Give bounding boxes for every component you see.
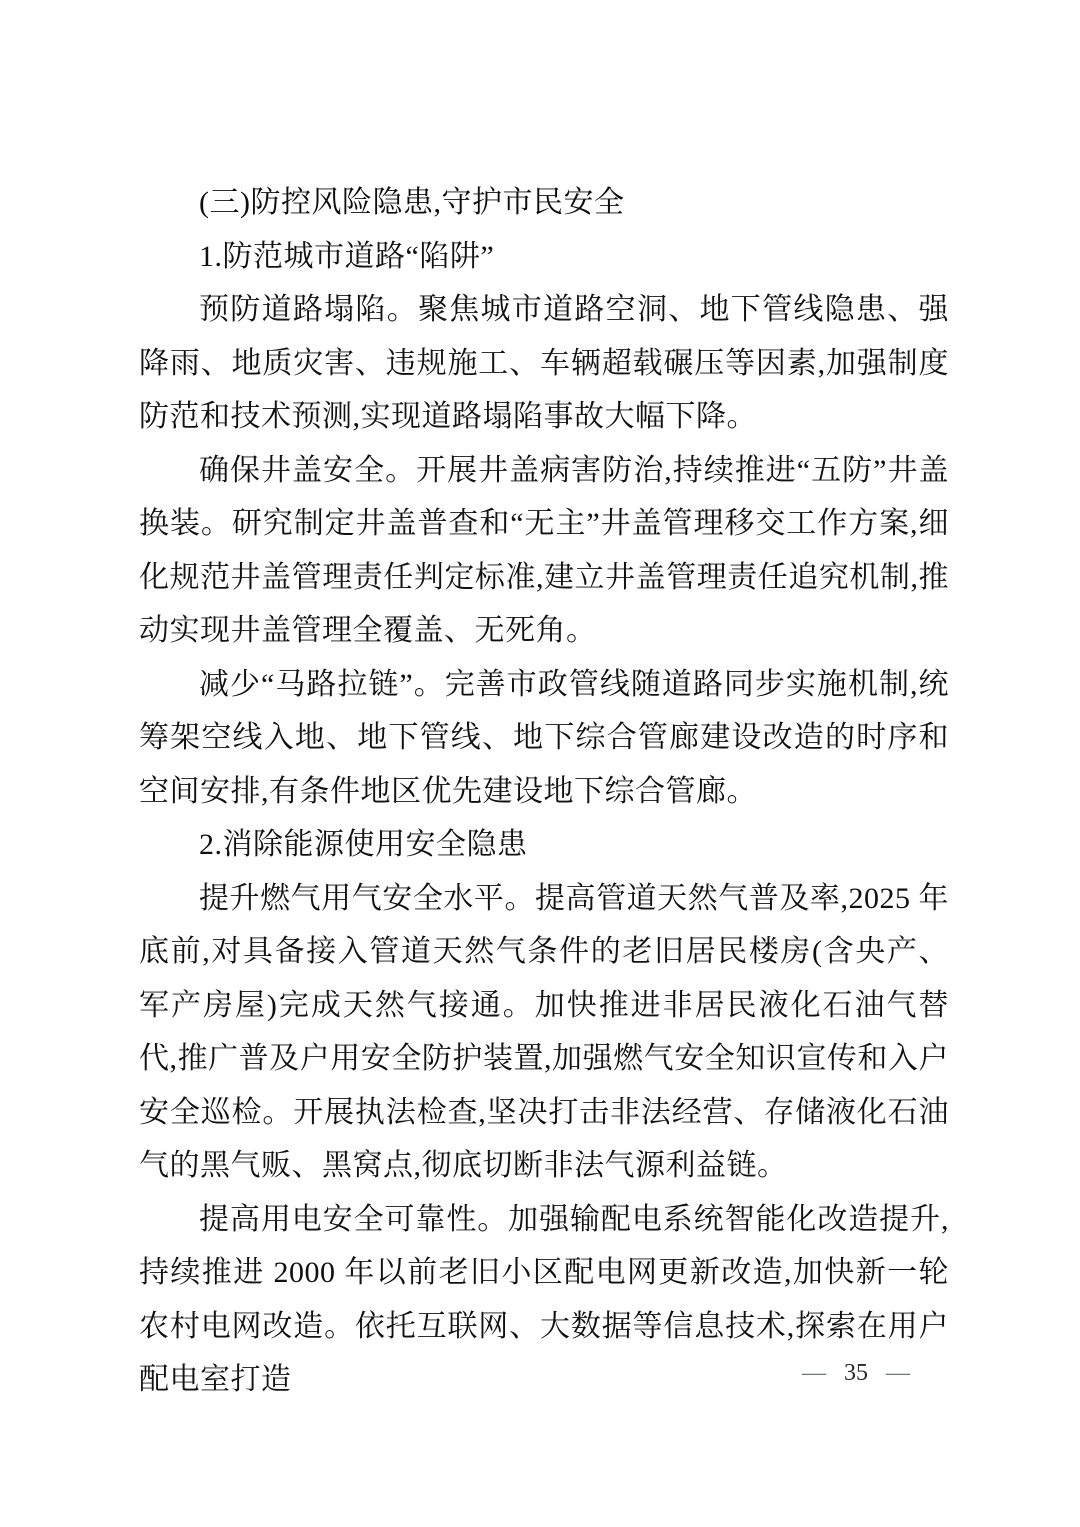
subsection-heading-1: 1.防范城市道路“陷阱” (199, 239, 495, 273)
page-footer (802, 1356, 910, 1390)
paragraph-road-collapse: 预防道路塌陷。聚焦城市道路空洞、地下管线隐患、强降雨、地质灾害、违规施工、车辆超载碾压等因素,加强制度防范和技术预测,实现道路塌陷事故大幅下降。 (139, 293, 949, 433)
document-body (139, 176, 949, 1407)
page-number: 35 (844, 1360, 868, 1386)
section-heading: (三)防控风险隐患,守护市民安全 (199, 186, 625, 219)
footer-right-dash: — (886, 1360, 910, 1386)
paragraph-road-zipper: 减少“马路拉链”。完善市政管线随道路同步实施机制,统筹架空线入地、地下管线、地下综合管廊建设改造的时序和空间安排,有条件地区优先建设地下综合管廊。 (139, 667, 949, 808)
footer-left-dash: — (802, 1360, 826, 1386)
paragraph-electricity-safety: 提高用电安全可靠性。加强输配电系统智能化改造提升,持续推进 2000 年以前老旧小区配电网更新改造,加快新一轮农村电网改造。依托互联网、大数据等信息技术,探索在用户配电室打造 (139, 1202, 949, 1396)
paragraph-manhole-cover: 确保井盖安全。开展井盖病害防治,持续推进“五防”井盖换装。研究制定井盖普查和“无主”井盖管理移交工作方案,细化规范井盖管理责任判定标准,建立井盖管理责任追究机制,推动实现井盖管理全覆盖、无死角。 (139, 453, 949, 647)
subsection-heading-2: 2.消除能源使用安全隐患 (199, 828, 528, 861)
paragraph-gas-safety: 提升燃气用气安全水平。提高管道天然气普及率,2025 年底前,对具备接入管道天然气条件的老旧居民楼房(含央产、军产房屋)完成天然气接通。加快推进非居民液化石油气替代,推广普及户用安全防护装置,加强燃气安全知识宣传和入户安全巡检。开展执法检查,坚决打击非法经营、存储液化石油气的黑气贩、黑窝点,彻底切断非法气源利益链。 (139, 881, 949, 1182)
